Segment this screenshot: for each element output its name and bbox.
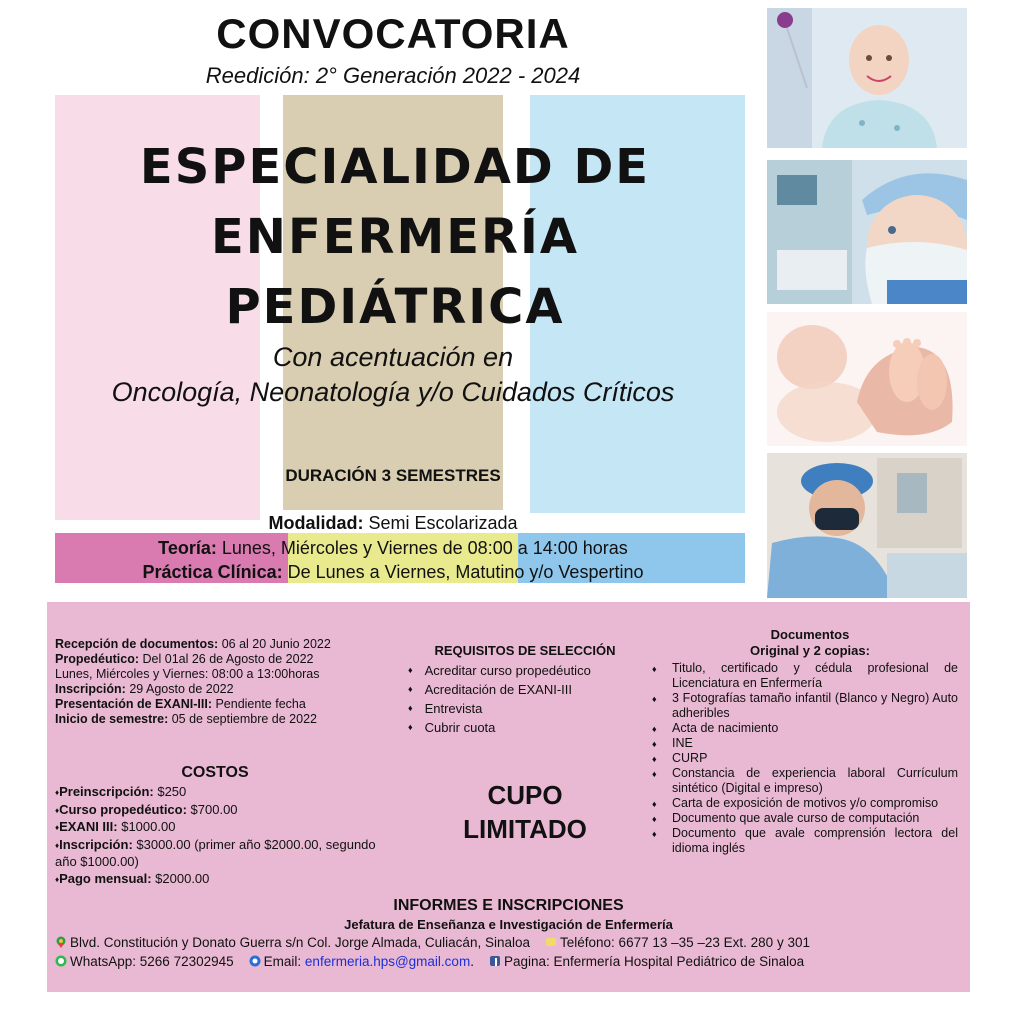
list-item: ♦ Pago mensual: $2000.00 <box>55 871 385 889</box>
documentos-title <box>650 627 970 659</box>
email-link[interactable]: enfermeria.hps@gmail.com <box>304 954 471 969</box>
dates-section <box>55 637 395 727</box>
list-item: ♦ Documento que avale curso de computación <box>652 811 958 826</box>
list-item: ♦ Acreditar curso propedéutico <box>408 661 648 680</box>
costos-title: COSTOS <box>181 764 249 781</box>
baby-feet-photo <box>767 312 967 446</box>
list-item: ♦ Titulo, certificado y cédula profesional de Licenciatura en Enfermería <box>652 661 958 691</box>
phone-icon <box>545 936 557 948</box>
list-item: ♦ Inscripción: $3000.00 (primer año $2000.00, segundo año $1000.00) <box>55 837 385 871</box>
program-title-line1: ESPECIALIDAD DE <box>139 139 651 195</box>
program-title-line2: ENFERMERÍA <box>210 209 580 265</box>
teoria-value: Lunes, Miércoles y Viernes de 08:00 a 14:00 horas <box>221 538 628 558</box>
requisitos-title: REQUISITOS DE SELECCIÓN <box>434 643 616 658</box>
location-pin-icon <box>55 936 67 948</box>
practica-label: Práctica Clínica: <box>142 562 283 582</box>
informes-title: INFORMES E INSCRIPCIONES <box>393 897 624 914</box>
documentos-subheading: Original y 2 copias: <box>750 643 870 658</box>
modalidad-label: Modalidad: <box>268 513 364 533</box>
informes-subtitle: Jefatura de Enseñanza e Investigación de Enfermería <box>344 917 673 932</box>
list-item: ♦ Cubrir cuota <box>408 718 648 737</box>
page-title: CONVOCATORIA <box>216 10 570 57</box>
practica-text <box>0 562 786 583</box>
recepcion-row: Recepción de documentos: 06 al 20 Junio 2022 <box>55 637 331 651</box>
facebook-icon <box>489 955 501 967</box>
cupo-line2: LIMITADO <box>463 814 587 844</box>
facebook-text: Pagina: Enfermería Hospital Pediátrico de Sinaloa <box>503 954 805 969</box>
whatsapp-text: WhatsApp: 5266 72302945 <box>70 954 234 969</box>
list-item: ♦ Acta de nacimiento <box>652 721 958 736</box>
horario-row: Lunes, Miércoles y Viernes: 08:00 a 13:00horas <box>55 667 320 681</box>
exani-row: Presentación de EXANI-III: Pendiente fecha <box>55 697 306 711</box>
program-title-line3: PEDIÁTRICA <box>225 279 565 335</box>
program-title <box>70 132 720 342</box>
address-text: Blvd. Constitución y Donato Guerra s/n Col. Jorge Almada, Culiacán, Sinaloa <box>70 935 530 950</box>
contact-row-2 <box>55 954 970 969</box>
nurse-mask-photo <box>767 160 967 304</box>
list-item: ♦ Entrevista <box>408 699 648 718</box>
practica-value: De Lunes a Viernes, Matutino y/o Vespertino <box>287 562 644 582</box>
propedeutico-row: Propedéutico: Del 01al 26 de Agosto de 2022 <box>55 652 314 666</box>
accent-line2: Oncología, Neonatología y/o Cuidados Críticos <box>111 377 675 407</box>
modalidad-value: Semi Escolarizada <box>368 513 518 533</box>
inscripcion-row: Inscripción: 29 Agosto de 2022 <box>55 682 234 696</box>
list-item: ♦ Curso propedéutico: $700.00 <box>55 802 385 820</box>
email-icon <box>249 955 261 967</box>
email-label: Email: <box>263 954 305 969</box>
list-item: ♦ 3 Fotografías tamaño infantil (Blanco y Negro) Auto adheribles <box>652 691 958 721</box>
nurse-incubator-photo <box>767 453 967 598</box>
contact-row-1 <box>55 935 970 950</box>
list-item: ♦ Documento que avale comprensión lectora del idioma inglés <box>652 826 958 856</box>
list-item: ♦ Carta de exposición de motivos y/o compromiso <box>652 796 958 811</box>
inicio-row: Inicio de semestre: 05 de septiembre de 2022 <box>55 712 317 726</box>
modalidad-text <box>0 513 786 534</box>
documentos-heading: Documentos <box>770 627 850 642</box>
list-item: ♦ Preinscripción: $250 <box>55 784 385 802</box>
list-item: ♦ Acreditación de EXANI-III <box>408 680 648 699</box>
list-item: ♦ CURP <box>652 751 958 766</box>
duration-text: DURACIÓN 3 SEMESTRES <box>285 466 501 485</box>
cupo-line1: CUPO <box>487 780 563 810</box>
list-item: ♦ EXANI III: $1000.00 <box>55 819 385 837</box>
email-suffix: . <box>470 954 474 969</box>
phone-text: Teléfono: 6677 13 –35 –23 Ext. 280 y 301 <box>560 935 810 950</box>
page-subtitle: Reedición: 2° Generación 2022 - 2024 <box>205 63 581 88</box>
teoria-text <box>0 538 786 559</box>
list-item: ♦ INE <box>652 736 958 751</box>
list-item: ♦ Constancia de experiencia laboral Currículum sintético (Digital e impreso) <box>652 766 958 796</box>
documentos-list <box>652 661 958 856</box>
teoria-label: Teoría: <box>158 538 217 558</box>
requisitos-list <box>408 661 648 737</box>
costos-list <box>55 784 385 888</box>
accent-line1: Con acentuación en <box>272 342 514 372</box>
cupo-limitado <box>405 778 645 846</box>
child-patient-photo <box>767 8 967 148</box>
whatsapp-icon <box>55 955 67 967</box>
